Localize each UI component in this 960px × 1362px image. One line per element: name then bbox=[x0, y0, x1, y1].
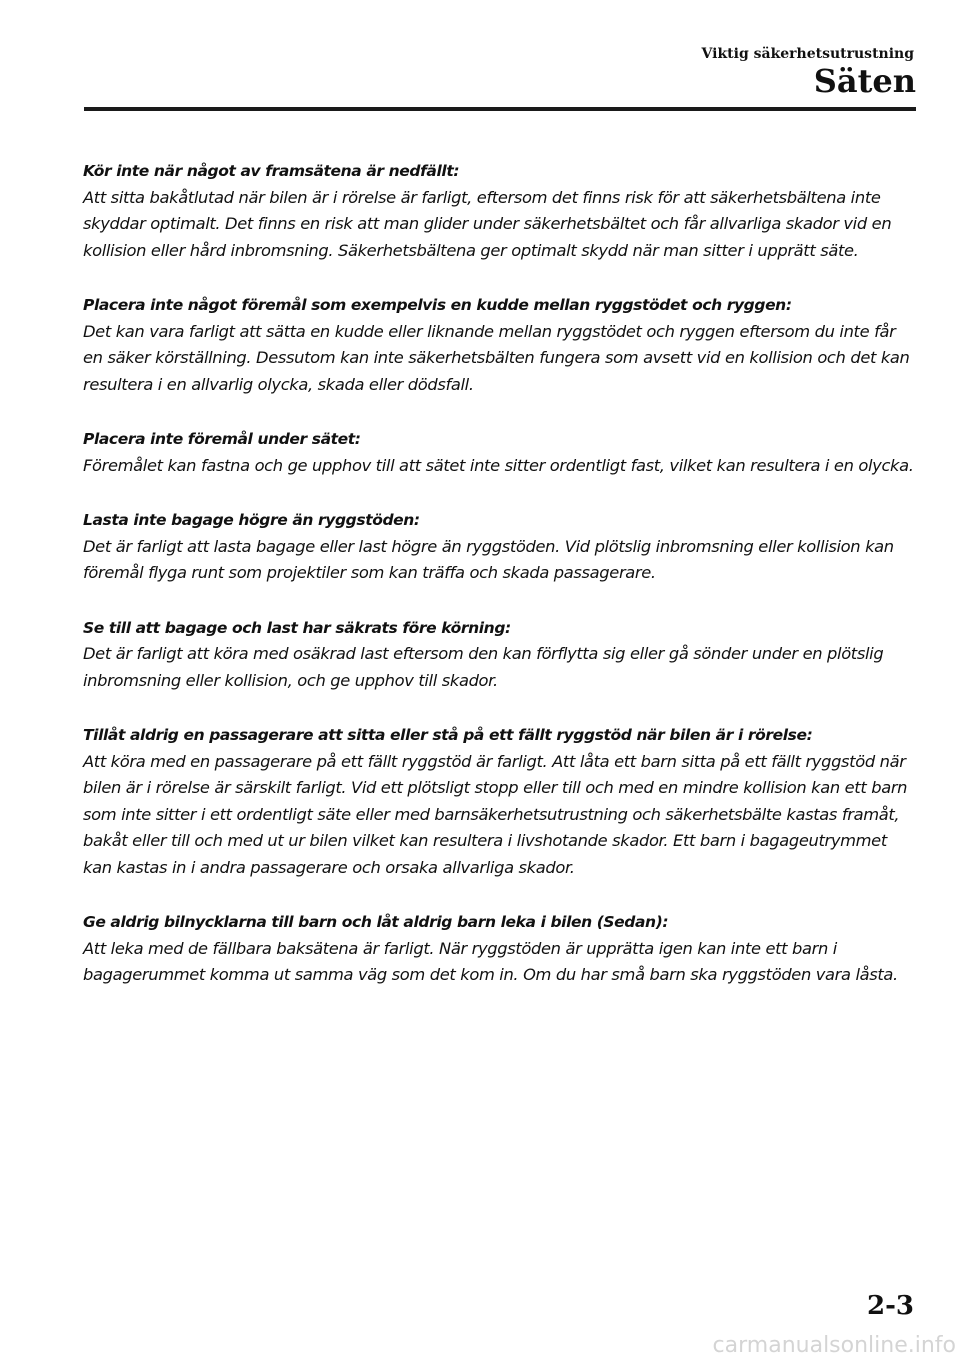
section-header: Viktig säkerhetsutrustning bbox=[701, 46, 914, 62]
warning-block-luggage-height bbox=[83, 507, 915, 587]
warning-text: Att köra med en passagerare på ett fällt ryggstöd är farligt. Att låta ett barn sitta på ett fällt ryggstöd när bilen är i rörelse är särskilt farligt. Vid ett plötsligt stopp eller till och med en mindre kollision kan ett barn som inte sitter i ett ordentligt säte eller med barnsäkerhetsutrustning och säkerhetsbälte kastas framåt, bakåt eller till och med ut ur bilen vilket kan resultera i livshotande skador. Ett barn i bagageutrymmet kan kastas in i andra passagerare och orsaka allvarliga skador. bbox=[83, 751, 908, 877]
warning-heading: Tillåt aldrig en passagerare att sitta eller stå på ett fällt ryggstöd när bilen är i rörelse: bbox=[83, 726, 813, 744]
warning-text: Att leka med de fällbara baksätena är farligt. När ryggstöden är upprätta igen kan inte ett barn i bagagerummet komma ut samma väg som det kom in. Om du har små barn ska ryggstöden vara låsta. bbox=[83, 938, 898, 984]
warning-heading: Ge aldrig bilnycklarna till barn och låt aldrig barn leka i bilen (Sedan): bbox=[83, 913, 669, 931]
header-divider bbox=[84, 107, 916, 111]
warning-content bbox=[83, 158, 915, 1017]
warning-block-secure-cargo bbox=[83, 615, 915, 695]
warning-heading: Placera inte föremål under sätet: bbox=[83, 430, 361, 448]
warning-heading: Placera inte något föremål som exempelvis en kudde mellan ryggstödet och ryggen: bbox=[83, 296, 792, 314]
warning-text: Att sitta bakåtlutad när bilen är i rörelse är farligt, eftersom det finns risk för att säkerhetsbältena inte skyddar optimalt. Det finns en risk att man glider under säkerhetsbältet och får allvarliga skador vid en kollision eller hård inbromsning. Säkerhetsbältena ger optimalt skydd när man sitter i upprätt säte. bbox=[83, 187, 892, 260]
warning-block-car-keys bbox=[83, 909, 915, 989]
warning-block-under-seat bbox=[83, 426, 915, 479]
warning-text: Föremålet kan fastna och ge upphov till att sätet inte sitter ordentligt fast, vilket kan resultera i en olycka. bbox=[83, 455, 914, 475]
warning-text: Det är farligt att lasta bagage eller last högre än ryggstöden. Vid plötslig inbromsning eller kollision kan föremål flyga runt som projektiler som kan träffa och skada passagerare. bbox=[83, 536, 894, 582]
warning-heading: Se till att bagage och last har säkrats före körning: bbox=[83, 618, 511, 637]
page-number: 2-3 bbox=[867, 1291, 914, 1321]
warning-block-front-seats bbox=[83, 158, 915, 264]
warning-text: Det är farligt att köra med osäkrad last eftersom den kan förflytta sig eller gå sönder under en plötslig inbromsning eller kollision, och ge upphov till skador. bbox=[83, 644, 884, 690]
warning-text: Det kan vara farligt att sätta en kudde eller liknande mellan ryggstödet och ryggen eftersom du inte får en säker körställning. Dessutom kan inte säkerhetsbälten fungera som avsett vid en kollision och det kan resultera i en allvarlig olycka, skada eller dödsfall. bbox=[83, 321, 910, 394]
watermark: carmanualsonline.info bbox=[712, 1333, 956, 1358]
warning-heading: Kör inte när något av framsätena är nedfällt: bbox=[83, 162, 460, 180]
warning-block-folded-seatback bbox=[83, 722, 915, 881]
warning-block-cushion bbox=[83, 292, 915, 398]
warning-heading: Lasta inte bagage högre än ryggstöden: bbox=[83, 511, 420, 529]
page-title: Säten bbox=[813, 62, 916, 100]
